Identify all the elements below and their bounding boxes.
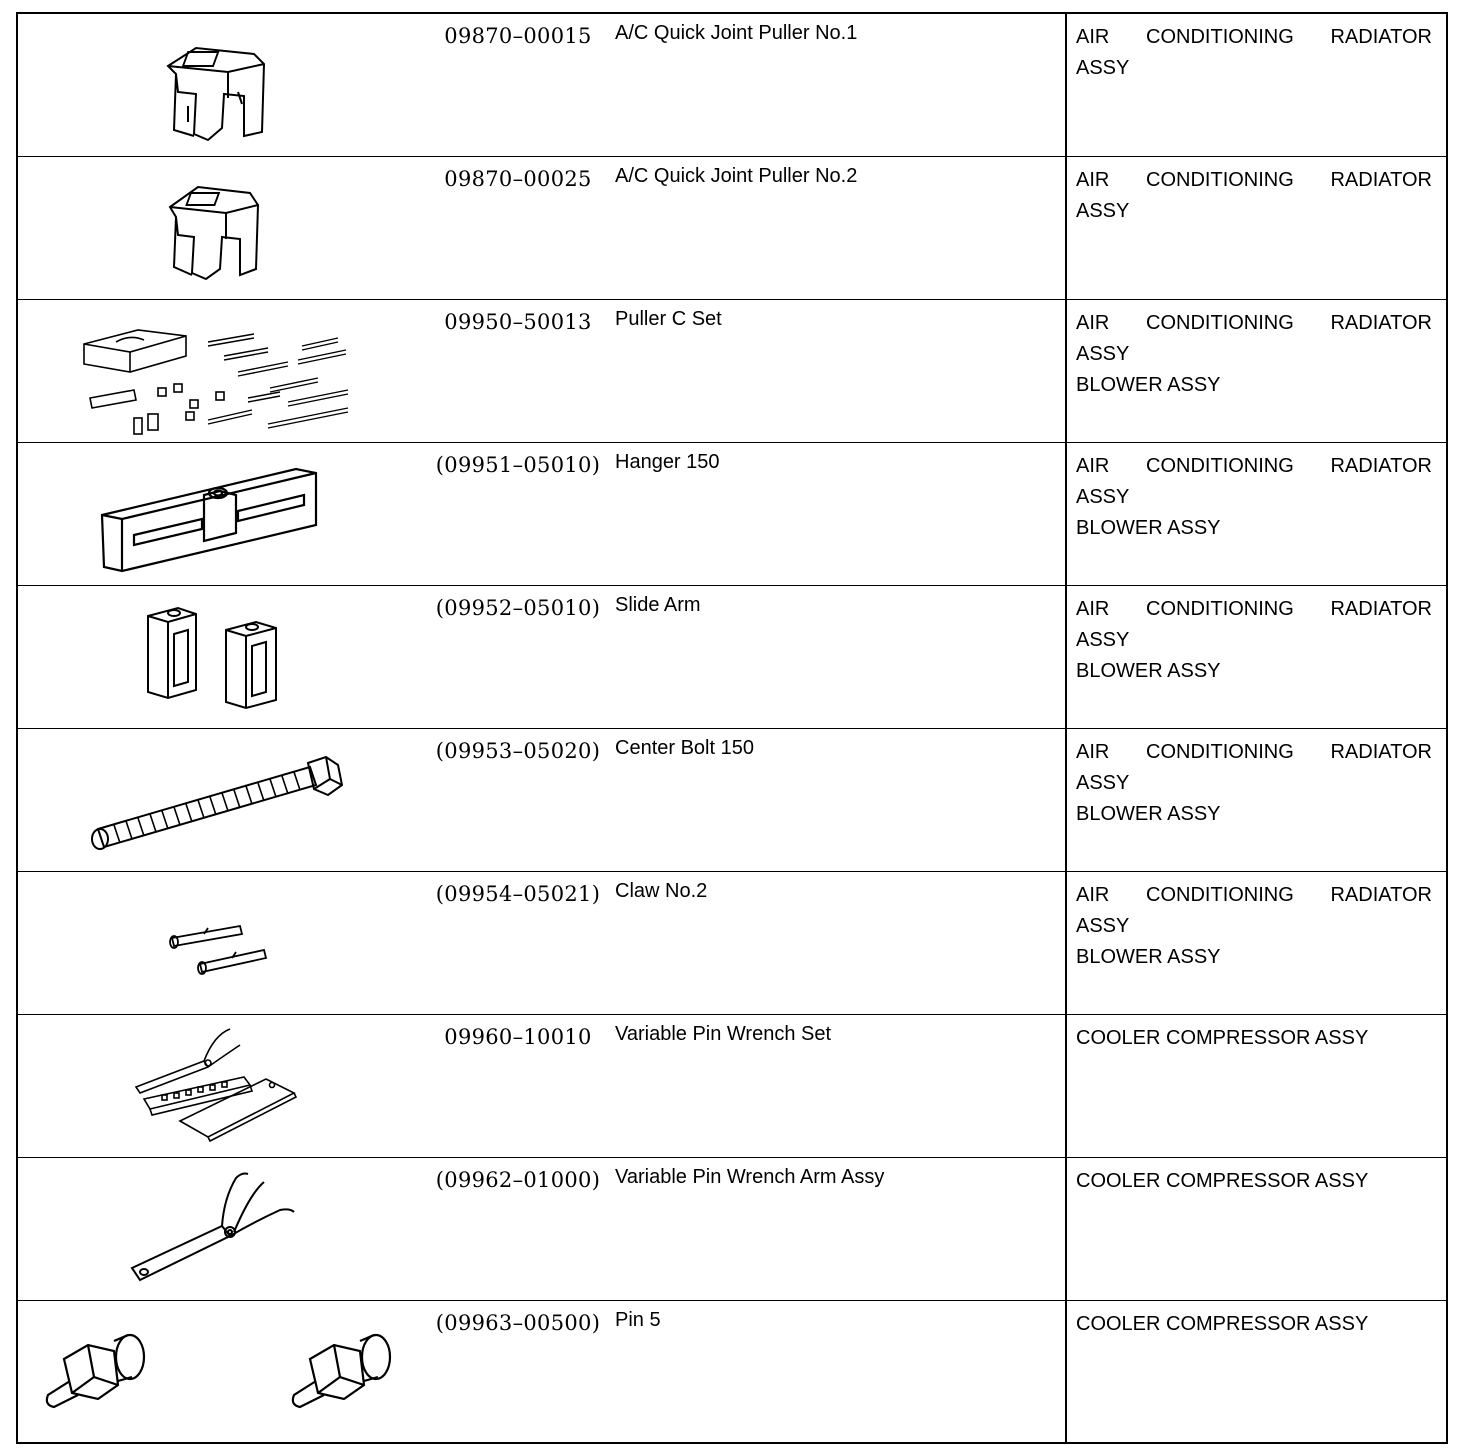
table-row [18,729,1446,872]
usage-line: AIR CONDITIONING RADIATOR [1076,312,1432,334]
table-row [18,872,1446,1015]
usage-line: AIR CONDITIONING RADIATOR [1076,598,1432,620]
part-number: 09870–00025 [444,167,592,191]
part-number: (09953–05020) [435,739,601,763]
usage-line: COOLER COMPRESSOR ASSY [1076,1313,1369,1335]
usage-line: ASSY [1076,629,1130,651]
part-number: (09963–00500) [435,1311,601,1335]
quick-joint-puller-no2-illustration [18,157,428,299]
table-row [18,157,1446,300]
table-row [18,1301,1446,1444]
usage-line: AIR CONDITIONING RADIATOR [1076,169,1432,191]
part-name: Puller C Set [615,308,722,330]
usage-line: BLOWER ASSY [1076,803,1221,825]
usage-line: AIR CONDITIONING RADIATOR [1076,741,1432,763]
usage-cell [1076,880,1432,973]
part-number: 09960–10010 [444,1025,592,1049]
usage-line: AIR CONDITIONING RADIATOR [1076,26,1432,48]
part-name: Hanger 150 [615,451,720,473]
column-divider [1065,14,1067,1442]
usage-cell [1076,1309,1432,1340]
slide-arm-illustration [18,586,428,728]
table-row [18,1015,1446,1158]
usage-line: COOLER COMPRESSOR ASSY [1076,1170,1369,1192]
part-name: Pin 5 [615,1309,661,1331]
usage-line: AIR CONDITIONING RADIATOR [1076,884,1432,906]
usage-cell [1076,594,1432,687]
pin-illustration [18,1301,428,1443]
table-row [18,1158,1446,1301]
part-number: (09954–05021) [435,882,601,906]
usage-cell [1076,308,1432,401]
table-row [18,586,1446,729]
usage-cell [1076,22,1432,84]
part-number: (09952–05010) [435,596,601,620]
claw-illustration [18,872,428,1014]
usage-cell [1076,1023,1432,1054]
usage-line: ASSY [1076,915,1130,937]
table-row [18,443,1446,586]
usage-line: ASSY [1076,200,1130,222]
puller-c-set-illustration [18,300,428,442]
part-number: 09870–00015 [444,24,592,48]
usage-line: BLOWER ASSY [1076,946,1221,968]
part-name: Variable Pin Wrench Set [615,1023,832,1045]
usage-line: ASSY [1076,57,1130,79]
usage-line: BLOWER ASSY [1076,660,1221,682]
table-row [18,14,1446,157]
part-name: A/C Quick Joint Puller No.2 [615,165,858,187]
part-name: Claw No.2 [615,880,708,902]
usage-line: ASSY [1076,486,1130,508]
usage-line: ASSY [1076,772,1130,794]
hanger-illustration [18,443,428,585]
part-number: (09962–01000) [435,1168,601,1192]
quick-joint-puller-no1-illustration [18,14,428,156]
table-row [18,300,1446,443]
pin-wrench-arm-illustration [18,1158,428,1300]
pin-wrench-set-illustration [18,1015,428,1157]
part-number: (09951–05010) [435,453,601,477]
usage-cell [1076,1166,1432,1197]
usage-line: AIR CONDITIONING RADIATOR [1076,455,1432,477]
part-name: Slide Arm [615,594,701,616]
usage-cell [1076,737,1432,830]
usage-cell [1076,165,1432,227]
part-number: 09950–50013 [444,310,592,334]
usage-cell [1076,451,1432,544]
usage-line: BLOWER ASSY [1076,374,1221,396]
sst-table [16,12,1448,1444]
usage-line: ASSY [1076,343,1130,365]
usage-line: BLOWER ASSY [1076,517,1221,539]
part-name: Variable Pin Wrench Arm Assy [615,1166,885,1188]
part-name: A/C Quick Joint Puller No.1 [615,22,858,44]
usage-line: COOLER COMPRESSOR ASSY [1076,1027,1369,1049]
center-bolt-illustration [18,729,428,871]
part-name: Center Bolt 150 [615,737,754,759]
